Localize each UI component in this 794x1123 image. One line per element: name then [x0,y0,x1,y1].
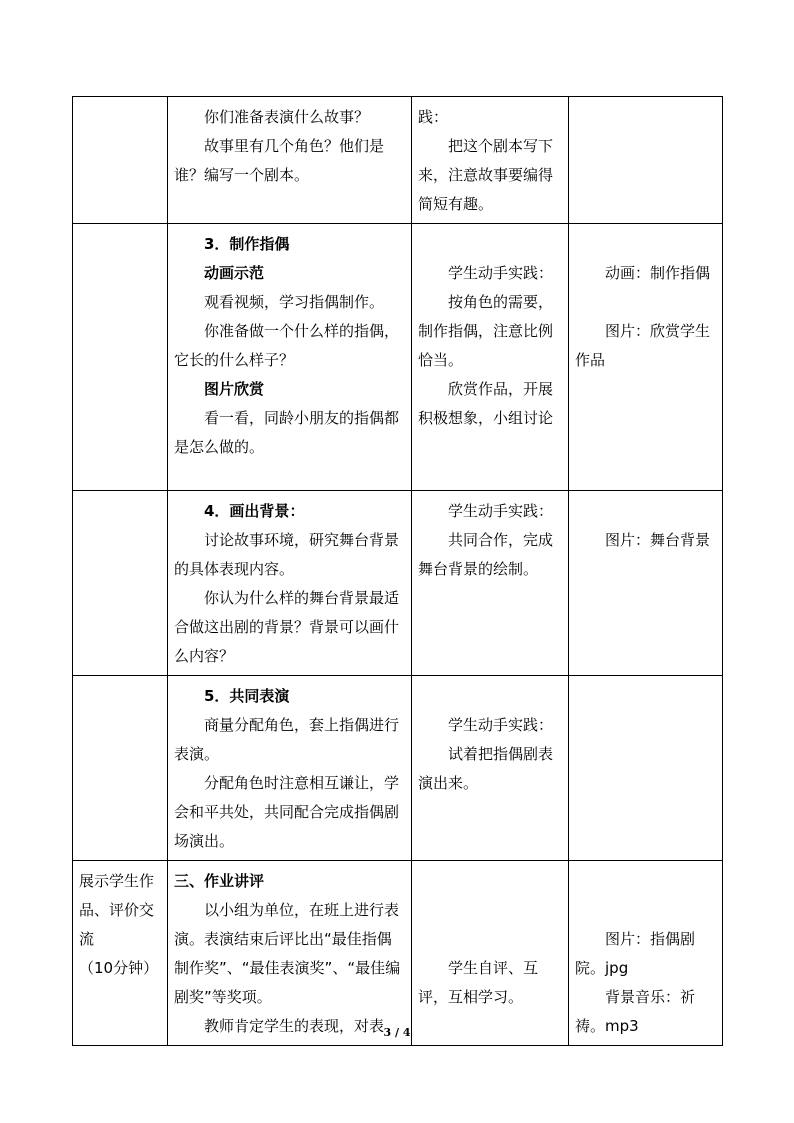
student-activity-cell: 学生自评、互评，互相学习。 [412,861,569,1046]
stage-duration: （10分钟） [79,959,159,977]
student-activity-cell: 践： 把这个剧本写下来，注意故事要编得简短有趣。 [412,97,569,224]
student-activity-cell: 学生动手实践： 试着把指偶剧表演出来。 [412,676,569,861]
resource-cell: 图片：舞台背景 [569,491,723,676]
resource-cell [569,676,723,861]
stage-cell [73,491,168,676]
teacher-activity-cell: 三、作业讲评 以小组为单位，在班上进行表演。表演结束后评比出“最佳指偶制作奖”、“最佳表演奖”、“最佳编剧奖”等奖项。 教师肯定学生的表现，对表 [168,861,412,1046]
subheading: 图片欣赏 [204,380,265,398]
table-row [73,491,723,676]
section-heading: 4．画出背景： [204,502,305,520]
table-row [73,224,723,491]
teacher-activity-cell: 4．画出背景： 讨论故事环境，研究舞台背景的具体表现内容。 你认为什么样的舞台背景最适合做这出剧的背景？背景可以画什么内容？ [168,491,412,676]
lesson-plan-table [72,96,723,1046]
teacher-activity-cell: 3．制作指偶 动画示范 观看视频，学习指偶制作。 你准备做一个什么样的指偶，它长的什么样子？ 图片欣赏 看一看，同龄小朋友的指偶都是怎么做的。 [168,224,412,491]
stage-cell [73,97,168,224]
stage-label: 展示学生作品、评价交流 [79,872,155,948]
student-activity-cell: 学生动手实践： 共同合作，完成舞台背景的绘制。 [412,491,569,676]
page-number: 3 / 4 [383,1026,411,1039]
subheading: 动画示范 [204,264,265,282]
section-heading: 三、作业讲评 [174,872,265,890]
resource-cell: 图片：指偶剧院。jpg 背景音乐：祈祷。mp3 [569,861,723,1046]
resource-cell [569,97,723,224]
table-row [73,97,723,224]
stage-cell [73,224,168,491]
section-heading: 5．共同表演 [204,687,290,705]
resource-cell: 动画：制作指偶 图片：欣赏学生作品 [569,224,723,491]
table-row [73,676,723,861]
teacher-activity-cell: 你们准备表演什么故事？ 故事里有几个角色？他们是谁？编写一个剧本。 [168,97,412,224]
stage-cell [73,861,168,1046]
teacher-activity-cell: 5．共同表演 商量分配角色，套上指偶进行表演。 分配角色时注意相互谦让，学会和平共处，共同配合完成指偶剧场演出。 [168,676,412,861]
section-heading: 3．制作指偶 [204,235,290,253]
table-row [73,861,723,1046]
stage-cell [73,676,168,861]
student-activity-cell: 学生动手实践： 按角色的需要，制作指偶，注意比例恰当。 欣赏作品，开展积极想象，小组讨论 [412,224,569,491]
